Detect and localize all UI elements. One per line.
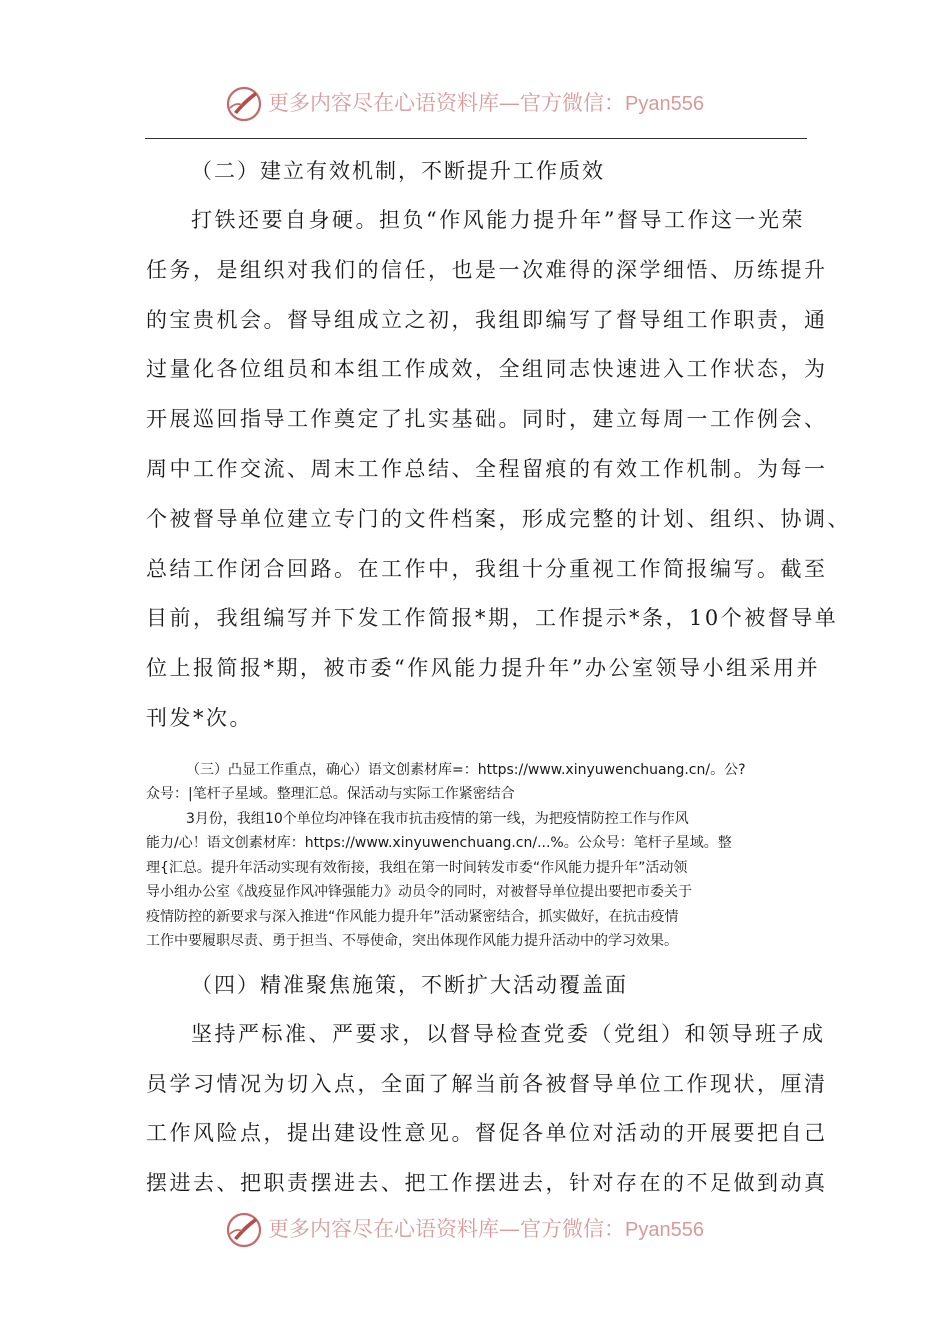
text-line: 位上报简报*期，被市委“作风能力提升年”办公室领导小组采用并	[146, 656, 820, 681]
text-line: 3月份，我组10个单位均冲锋在我市抗击疫情的第一线，为把疫情防控工作与作风	[186, 810, 689, 827]
pen-logo-icon	[224, 1210, 264, 1250]
text-line: 能力/心！语文创素材库：https://www.xinyuwenchuang.cn/...%。公众号：笔杆子星域。整	[146, 835, 732, 852]
text-line: 坚持严标准、严要求，以督导检查党委（党组）和领导班子成	[191, 1021, 826, 1046]
text-line: 摆进去、把职责摆进去、把工作摆进去，针对存在的不足做到动真	[146, 1171, 828, 1196]
text-line: 工作中要履职尽责、勇于担当、不辱使命，突出体现作风能力提升活动中的学习效果。	[146, 933, 678, 950]
text-line: 目前，我组编写并下发工作简报*期，工作提示*条，10个被督导单	[146, 606, 839, 631]
section-2-paragraph	[146, 196, 851, 744]
text-line: 刊发*次。	[146, 705, 253, 730]
text-line: 众号：|笔杆子星域。整理汇总。保活动与实际工作紧密结合	[146, 786, 515, 803]
text-line: 的宝贵机会。督导组成立之初，我组即编写了督导组工作职责，通	[146, 307, 828, 332]
text-line: 打铁还要自身硬。担负“作风能力提升年”督导工作这一光荣	[191, 208, 805, 232]
text-line: 任务，是组织对我们的信任，也是一次难得的深学细悟、历练提升	[146, 257, 828, 282]
text-line: 疫情防控的新要求与深入推进“作风能力提升年”活动紧密结合，抓实做好，在抗击疫情	[146, 908, 679, 925]
header-divider	[145, 138, 807, 139]
wechat-id: Pyan556	[625, 93, 704, 115]
text-line: 员学习情况为切入点，全面了解当前各被督导单位工作现状，厘清	[146, 1071, 828, 1096]
text-line: 过量化各位组员和本组工作成效，全组同志快速进入工作状态，为	[146, 357, 828, 382]
section-3-block	[146, 758, 808, 954]
text-line: 开展巡回指导工作奠定了扎实基础。同时，建立每周一工作例会、	[146, 407, 828, 432]
section-3-heading-line: （三）凸显工作重点，确心）语文创素材库=：https://www.xinyuwenchuang.cn/。公?	[186, 761, 746, 778]
text-line: 周中工作交流、周末工作总结、全程留痕的有效工作机制。为每一	[146, 456, 828, 481]
section-2-heading: （二）建立有效机制，不断提升工作质效	[191, 159, 605, 183]
pen-logo-icon	[224, 84, 264, 124]
text-line: 工作风险点，提出建设性意见。督促各单位对活动的开展要把自己	[146, 1121, 828, 1146]
banner-text: 更多内容尽在心语资料库—官方微信：Pyan556	[268, 1217, 704, 1241]
header-watermark-banner	[0, 82, 950, 126]
text-line: 理{汇总。提升年活动实现有效衔接，我组在第一时间转发市委“作风能力提升年”活动领	[146, 859, 688, 876]
text-line: 总结工作闭合回路。在工作中，我组十分重视工作简报编写。截至	[146, 556, 828, 581]
section-4-heading: （四）精准聚焦施策，不断扩大活动覆盖面	[191, 972, 628, 997]
section-4-paragraph	[146, 1010, 828, 1209]
document-body	[146, 146, 851, 1209]
text-line: 导小组办公室《战疫显作风冲锋强能力》动员令的同时，对被督导单位提出要把市委关于	[146, 884, 692, 901]
text-line: 个被督导单位建立专门的文件档案，形成完整的计划、组织、协调、	[146, 506, 851, 531]
wechat-id: Pyan556	[625, 1219, 704, 1241]
banner-text: 更多内容尽在心语资料库—官方微信：Pyan556	[268, 91, 704, 115]
footer-watermark-banner	[0, 1208, 950, 1252]
